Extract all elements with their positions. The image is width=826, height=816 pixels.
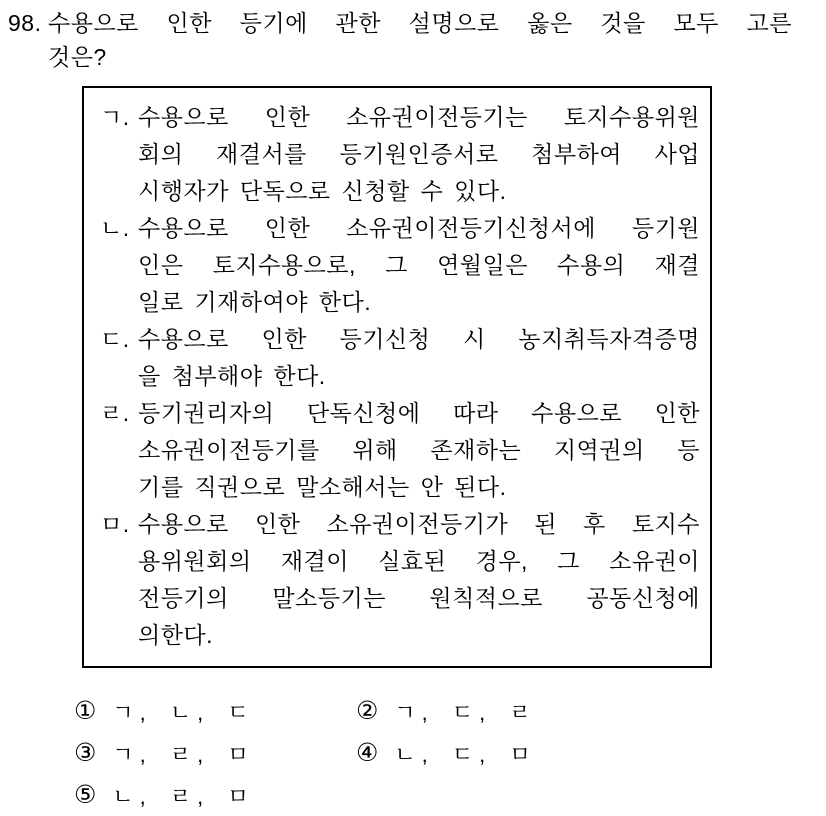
item-text: 수용으로 인한 소유권이전등기는 토지수용위원 <box>138 104 700 130</box>
item-text: 기를 직권으로 말소해서는 안 된다. <box>138 474 507 500</box>
item-label <box>100 173 138 210</box>
box-item-ㄹ-line <box>100 469 700 506</box>
choice-2-text: ㄱ, ㄷ, ㄹ <box>394 699 537 725</box>
item-text: 용위원회의 재결이 실효된 경우, 그 소유권이 <box>138 548 700 574</box>
choice-3[interactable] <box>74 738 356 769</box>
item-label <box>100 580 138 617</box>
item-label <box>100 136 138 173</box>
item-text: 수용으로 인한 소유권이전등기가 된 후 토지수 <box>138 511 700 537</box>
box-item-ㅁ-line <box>100 580 700 617</box>
item-text: 일로 기재하여야 한다. <box>138 289 372 315</box>
choice-3-text: ㄱ, ㄹ, ㅁ <box>112 741 255 767</box>
choice-1-marker: ① <box>74 696 97 725</box>
item-label <box>100 469 138 506</box>
choice-1[interactable] <box>74 696 356 727</box>
question-line: 수용으로 인한 등기에 관한 설명으로 옳은 것을 모두 고른 <box>48 10 792 36</box>
box-item-ㄹ-line <box>100 432 700 469</box>
box-item-ㄹ-line <box>100 395 700 432</box>
box-item-ㅁ-line <box>100 506 700 543</box>
item-text: 수용으로 인한 소유권이전등기신청서에 등기원 <box>138 215 700 241</box>
question-header <box>8 6 792 74</box>
choice-5-text: ㄴ, ㄹ, ㅁ <box>112 783 255 809</box>
item-text: 수용으로 인한 등기신청 시 농지취득자격증명 <box>138 326 700 352</box>
question-text <box>48 6 792 74</box>
choice-4-text: ㄴ, ㄷ, ㅁ <box>394 741 537 767</box>
choice-4[interactable] <box>356 738 656 769</box>
box-item-ㄴ-line <box>100 284 700 321</box>
items-box <box>82 86 712 668</box>
item-text: 인은 토지수용으로, 그 연월일은 수용의 재결 <box>138 252 700 278</box>
box-item-ㄴ-line <box>100 210 700 247</box>
item-label <box>100 247 138 284</box>
question-line: 것은? <box>48 44 107 70</box>
choice-5-marker: ⑤ <box>74 780 97 809</box>
item-text: 을 첨부해야 한다. <box>138 363 326 389</box>
box-items <box>100 99 700 654</box>
box-item-ㄱ-line <box>100 136 700 173</box>
item-label: ㄴ. <box>100 215 130 241</box>
choice-5[interactable] <box>74 780 356 811</box>
item-text: 시행자가 단독으로 신청할 수 있다. <box>138 178 507 204</box>
choice-2[interactable] <box>356 696 656 727</box>
item-label: ㅁ. <box>100 511 130 537</box>
choice-3-marker: ③ <box>74 738 97 767</box>
item-label <box>100 284 138 321</box>
choice-1-text: ㄱ, ㄴ, ㄷ <box>112 699 255 725</box>
item-text: 소유권이전등기를 위해 존재하는 지역권의 등 <box>138 437 700 463</box>
box-item-ㄷ-line <box>100 321 700 358</box>
item-label <box>100 432 138 469</box>
box-item-ㅁ-line <box>100 617 700 654</box>
choice-2-marker: ② <box>356 696 379 725</box>
item-text: 의한다. <box>138 622 214 648</box>
item-label: ㄷ. <box>100 326 130 352</box>
box-item-ㄴ-line <box>100 247 700 284</box>
box-item-ㄱ-line <box>100 173 700 210</box>
item-text: 등기권리자의 단독신청에 따라 수용으로 인한 <box>138 400 700 426</box>
question-number: 98. <box>8 10 42 36</box>
item-text: 전등기의 말소등기는 원칙적으로 공동신청에 <box>138 585 700 611</box>
item-label: ㄹ. <box>100 400 130 426</box>
item-label <box>100 617 138 654</box>
box-item-ㄷ-line <box>100 358 700 395</box>
item-label: ㄱ. <box>100 104 130 130</box>
item-text: 회의 재결서를 등기원인증서로 첨부하여 사업 <box>138 141 700 167</box>
choices <box>74 690 656 816</box>
box-item-ㄱ-line <box>100 99 700 136</box>
item-label <box>100 358 138 395</box>
item-label <box>100 543 138 580</box>
choice-4-marker: ④ <box>356 738 379 767</box>
box-item-ㅁ-line <box>100 543 700 580</box>
